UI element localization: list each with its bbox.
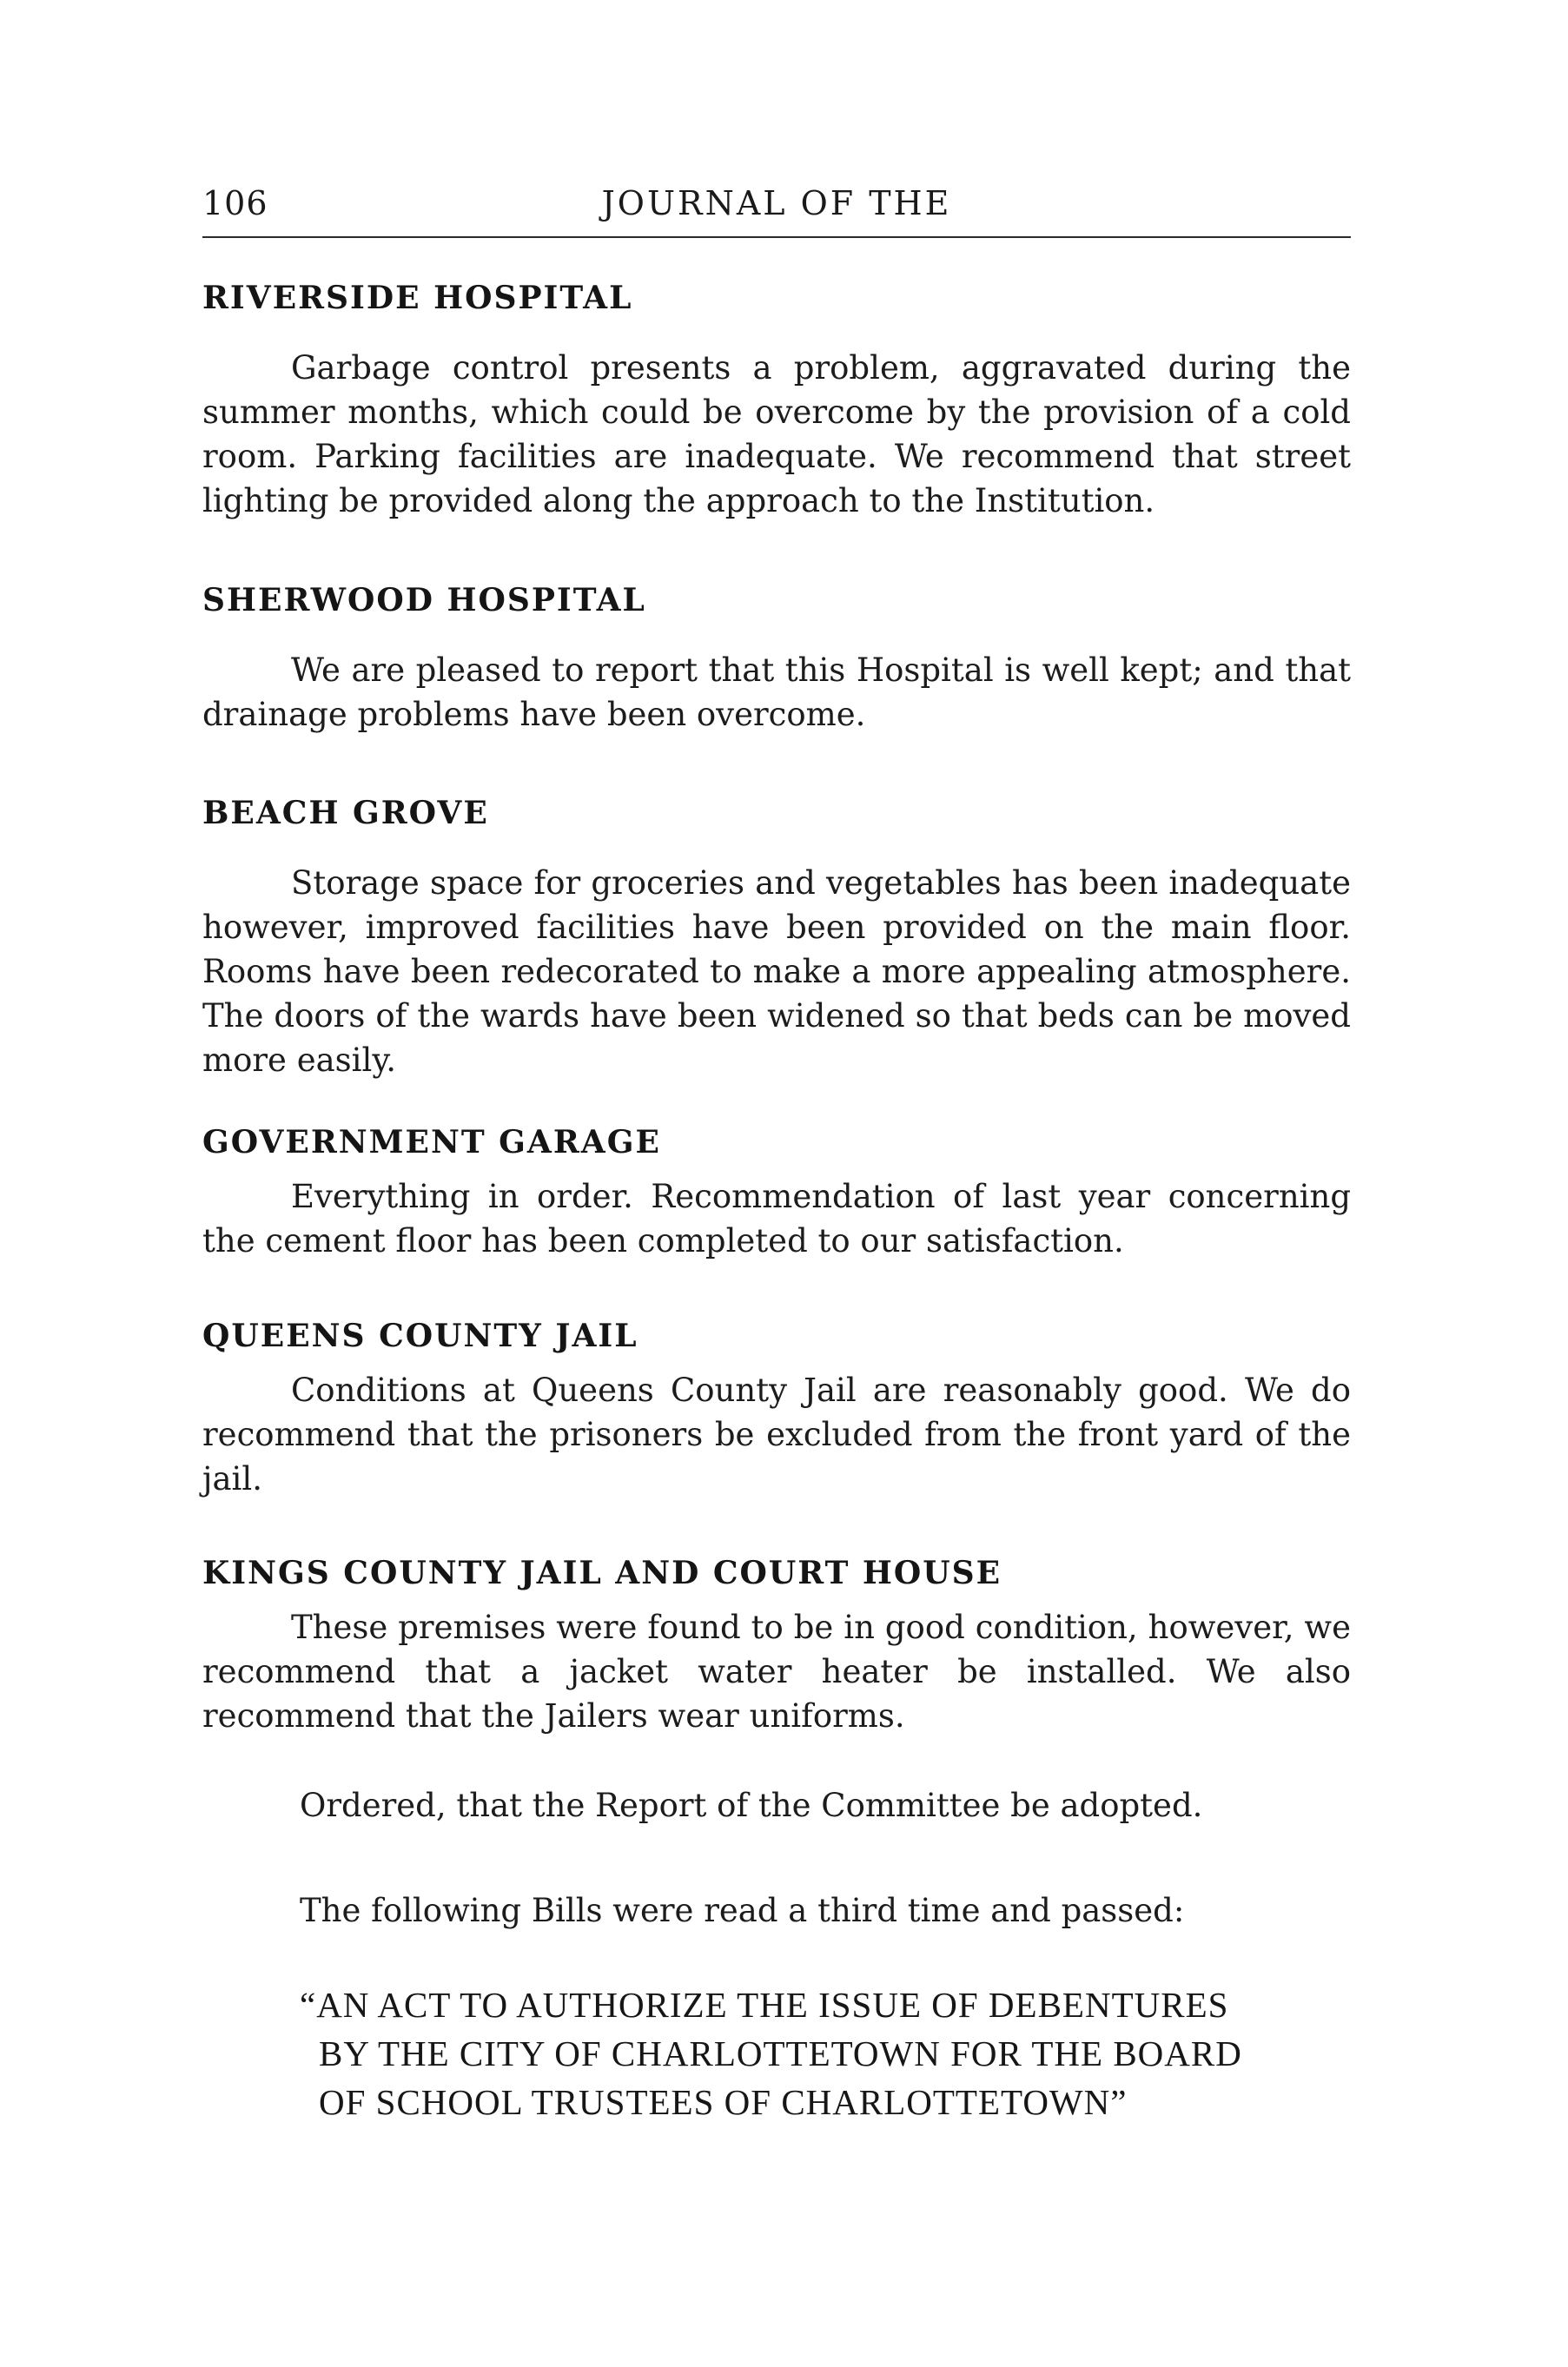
- section-heading: GOVERNMENT GARAGE: [202, 1124, 661, 1160]
- header-rule: [202, 236, 1351, 238]
- section-beach-grove: [202, 795, 1351, 1082]
- section-text: These premises were found to be in good condition, however, we recommend that a jacket water heater be installed. We also recommend that the Jailers wear uniforms.: [202, 1609, 1351, 1735]
- section-sherwood-hospital: [202, 582, 1351, 737]
- bills-intro: The following Bills were read a third time and passed:: [300, 1892, 1185, 1929]
- ordered-motion: Ordered, that the Report of the Committee be adopted.: [300, 1787, 1203, 1824]
- act-title-line: BY THE CITY OF CHARLOTTETOWN FOR THE BOARD: [319, 2033, 1242, 2073]
- section-text: Garbage control presents a problem, aggravated during the summer months, which could be overcome by the provision of a cold room. Parking facilities are inadequate. We recommend that street lighting be provided along the approach to the Institution.: [202, 349, 1351, 519]
- section-queens-county-jail: [202, 1318, 1351, 1501]
- section-riverside-hospital: [202, 280, 1351, 523]
- act-title-line: “AN ACT TO AUTHORIZE THE ISSUE OF DEBENTURES: [300, 1985, 1229, 2025]
- section-text: We are pleased to report that this Hospital is well kept; and that drainage problems have been overcome.: [202, 651, 1351, 733]
- section-text: Conditions at Queens County Jail are reasonably good. We do recommend that the prisoners be excluded from the front yard of the jail.: [202, 1372, 1351, 1498]
- page-number: 106: [202, 184, 268, 222]
- running-head: [202, 184, 1351, 236]
- section-government-garage: [202, 1124, 1351, 1263]
- section-heading: BEACH GROVE: [202, 795, 489, 831]
- section-text: Everything in order. Recommendation of last year concerning the cement floor has been completed to our satisfaction.: [202, 1178, 1351, 1260]
- section-text: Storage space for groceries and vegetables has been inadequate however, improved facilities have been provided on the main floor. Rooms have been redecorated to make a more appealing atmosphere. The doors of the wards have been widened so that beds can be moved more easily.: [202, 864, 1351, 1079]
- section-heading: QUEENS COUNTY JAIL: [202, 1318, 638, 1354]
- journal-title: JOURNAL OF THE: [601, 184, 952, 222]
- act-title: [300, 1980, 1386, 2126]
- section-heading: SHERWOOD HOSPITAL: [202, 582, 646, 618]
- section-heading: KINGS COUNTY JAIL AND COURT HOUSE: [202, 1555, 1002, 1591]
- act-title-line: OF SCHOOL TRUSTEES OF CHARLOTTETOWN”: [319, 2082, 1128, 2122]
- section-heading: RIVERSIDE HOSPITAL: [202, 280, 633, 316]
- section-kings-county-jail: [202, 1555, 1351, 1738]
